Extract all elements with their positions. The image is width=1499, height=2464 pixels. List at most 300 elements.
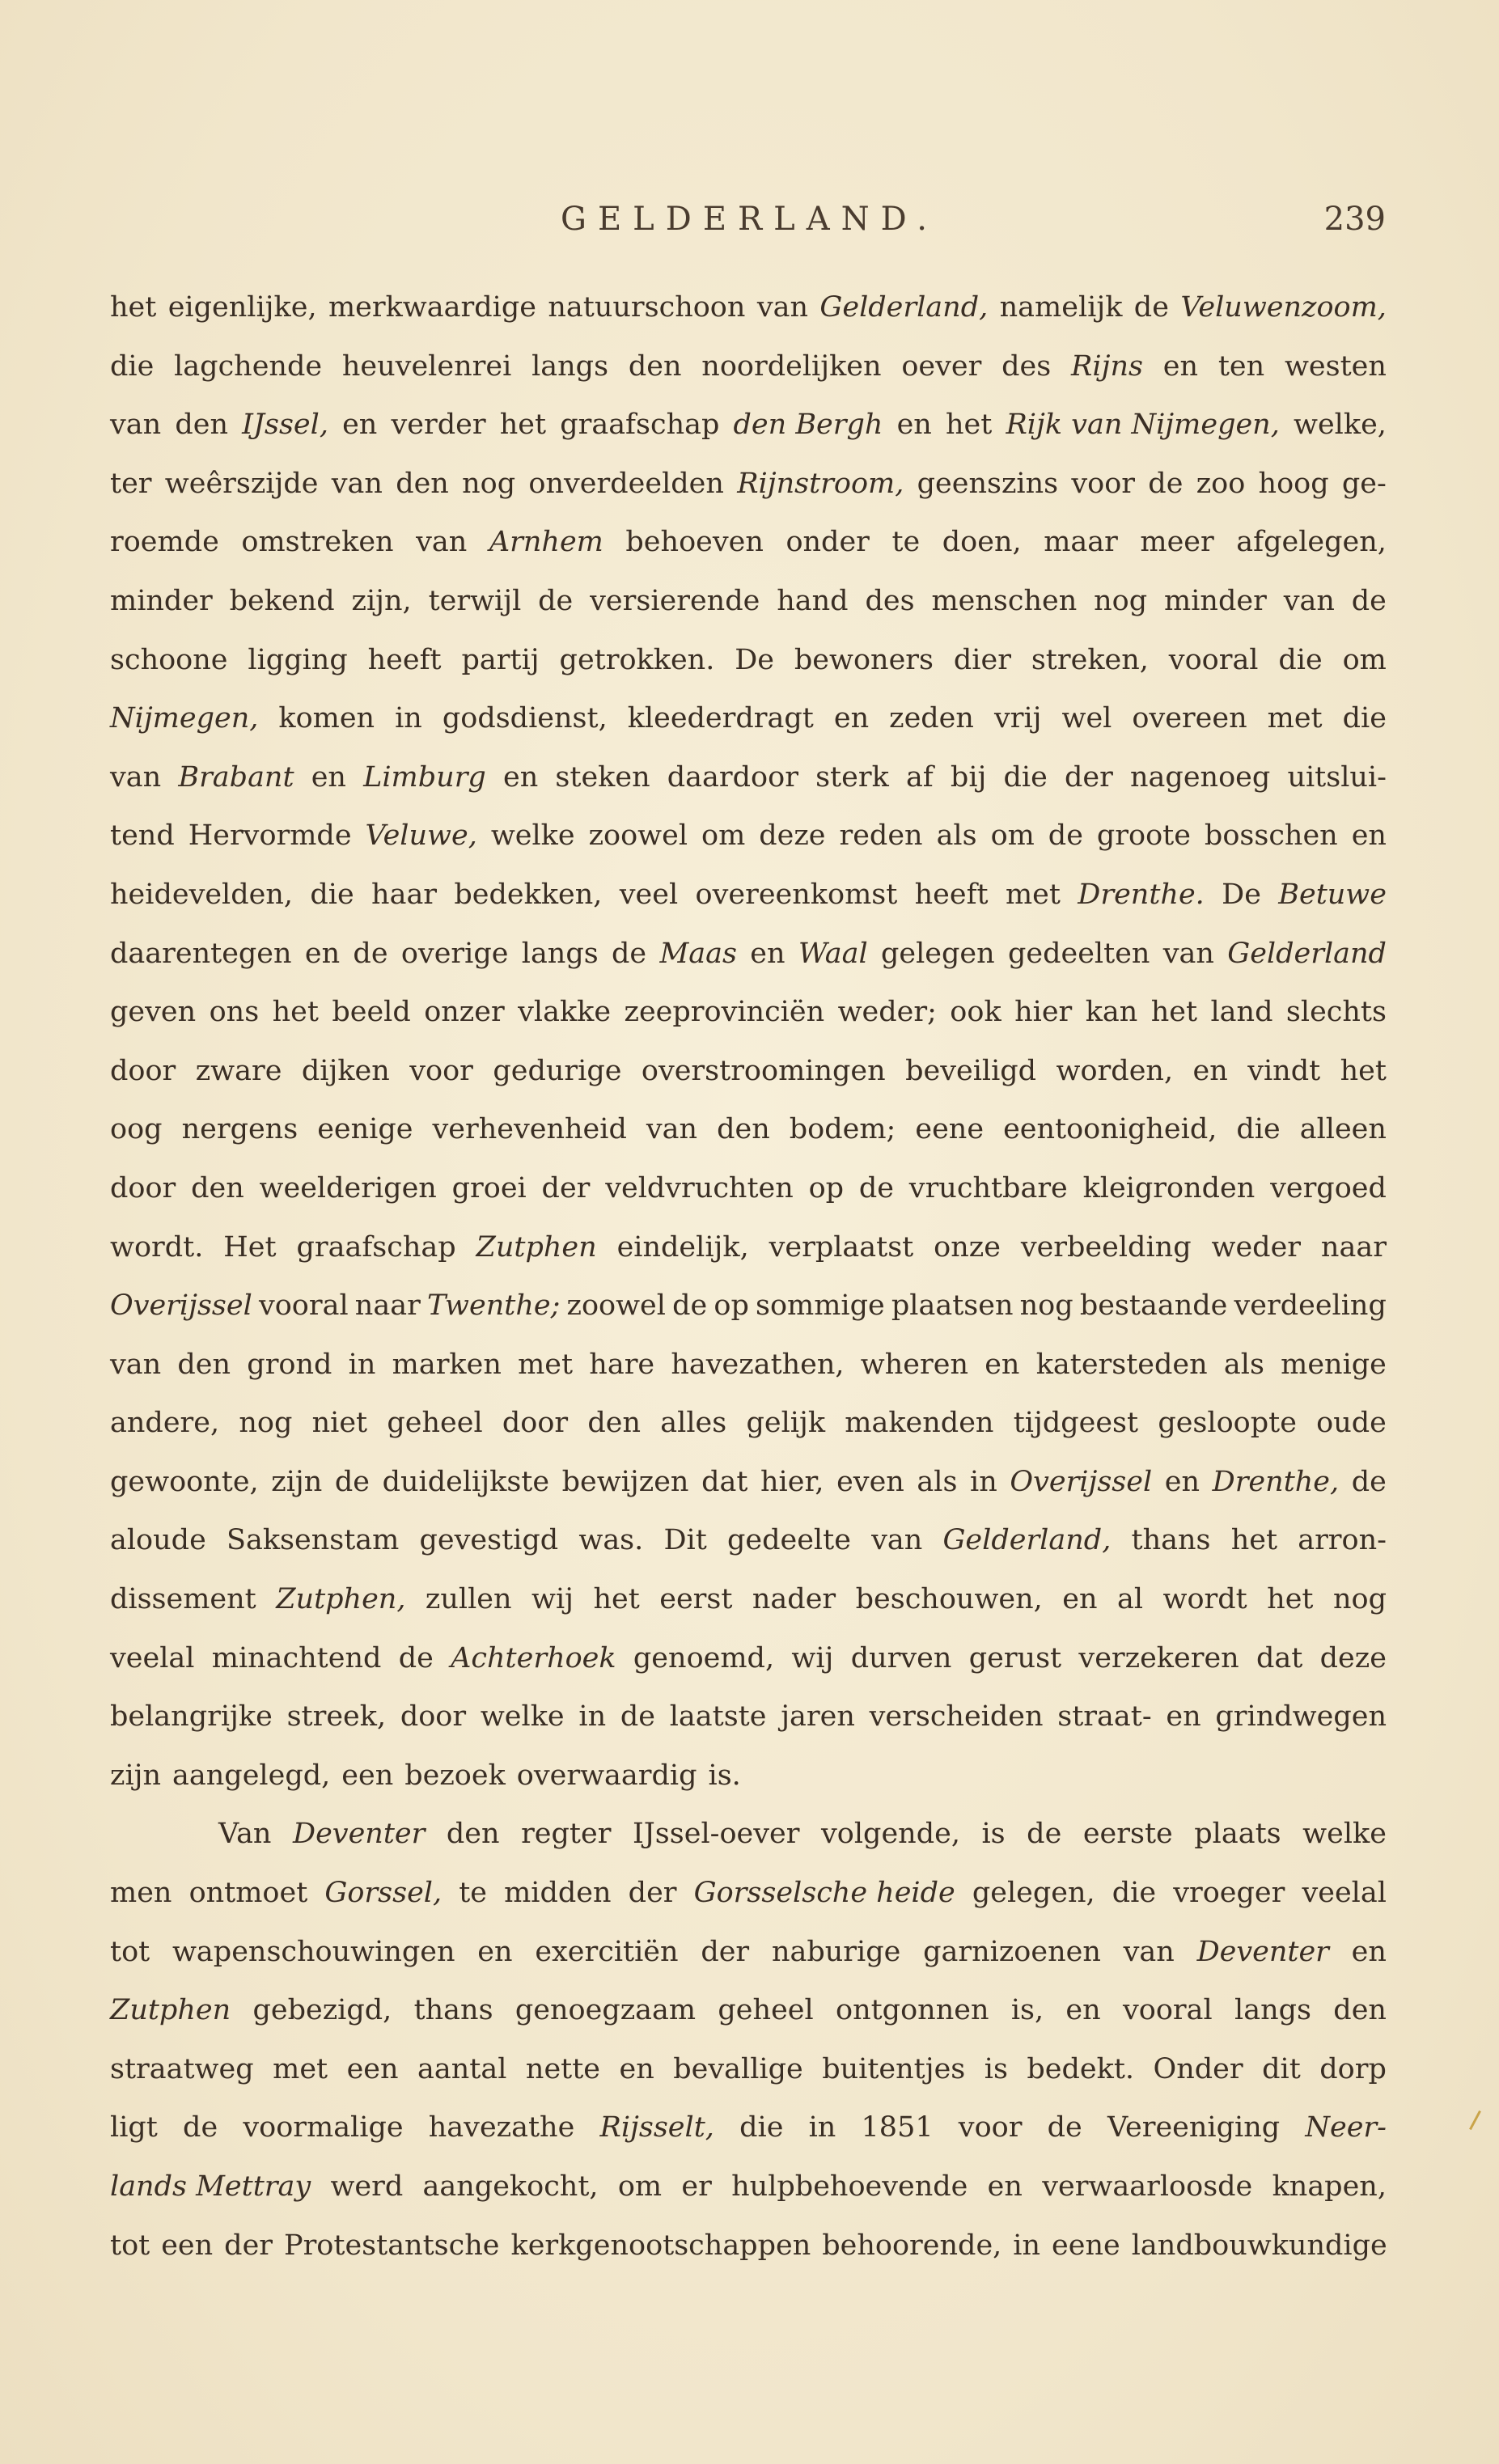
word: zijn,: [351, 584, 412, 617]
word: dat: [701, 1465, 748, 1498]
word: tot: [110, 1935, 150, 1968]
word: en: [311, 760, 346, 794]
word: arron-: [1298, 1524, 1387, 1557]
word: reden: [839, 819, 923, 853]
word: minachtend: [211, 1641, 382, 1674]
text-line: [110, 2111, 1387, 2170]
word: voor: [958, 2111, 1023, 2144]
word: en: [1065, 1994, 1101, 2027]
italic-word: Drenthe.: [1078, 878, 1205, 911]
word: onzer: [424, 996, 505, 1029]
word: overige: [400, 937, 509, 970]
word: den: [446, 1818, 500, 1851]
italic-word: Maas: [659, 937, 737, 970]
word: langs: [521, 937, 599, 970]
word: ligging: [248, 643, 348, 676]
word: godsdienst,: [442, 702, 608, 735]
italic-word: Veluwenzoom,: [1180, 291, 1387, 324]
text-line: [110, 878, 1387, 938]
text-line: [110, 526, 1387, 585]
word: die: [1342, 702, 1387, 735]
word: weêrszijde: [164, 467, 319, 500]
italic-word: Arnhem: [489, 526, 603, 559]
word: weder;: [837, 996, 937, 1029]
word: Het: [223, 1230, 277, 1264]
word: 1851: [861, 2111, 934, 2144]
word: wij: [531, 1583, 574, 1616]
word: noordelijken: [701, 349, 882, 383]
word: is,: [1010, 1994, 1044, 2027]
word: en: [987, 2170, 1023, 2203]
word: welke,: [1294, 409, 1387, 442]
word: van: [1283, 584, 1335, 617]
word: havezathe: [428, 2111, 575, 2144]
word: maar: [1044, 526, 1118, 559]
word: aantal: [417, 2052, 507, 2085]
word: beeld: [332, 996, 411, 1029]
word: Onder: [1153, 2052, 1243, 2085]
word: wheren: [860, 1348, 968, 1381]
italic-word: Betuwe: [1278, 878, 1387, 911]
word: gerust: [968, 1641, 1062, 1674]
word: in: [578, 1700, 607, 1734]
word: partij: [461, 643, 540, 676]
word: onverdeelden: [528, 467, 724, 500]
word: zeeprovinciën: [624, 996, 825, 1029]
word: komen: [278, 702, 375, 735]
word: beveiligd: [905, 1054, 1037, 1087]
word: met: [1267, 702, 1323, 735]
word: al: [1116, 1583, 1144, 1616]
word: overwaardig: [516, 1759, 697, 1792]
body-text: [110, 291, 1387, 2288]
word: en: [1351, 1935, 1387, 1968]
word: den: [587, 1407, 642, 1440]
word: eene: [915, 1113, 985, 1146]
word: in: [348, 1348, 376, 1381]
word: het: [110, 291, 157, 324]
word: getrokken.: [559, 643, 715, 676]
word: hier,: [760, 1465, 824, 1498]
word: het: [593, 1583, 640, 1616]
word: lagchende: [174, 349, 323, 383]
word: kan: [1085, 996, 1138, 1029]
word: die: [1236, 1113, 1281, 1146]
text-line: [110, 409, 1387, 468]
word: van: [110, 1348, 162, 1381]
word: en: [477, 1935, 513, 1968]
word: door: [502, 1407, 569, 1440]
word: als: [1223, 1348, 1264, 1381]
word: schoone: [110, 643, 228, 676]
word: sterk: [815, 760, 889, 794]
word: des: [865, 584, 915, 617]
word: den: [717, 1113, 770, 1146]
word: vooral: [1122, 1994, 1213, 2027]
word: verbeelding: [1020, 1230, 1192, 1264]
word: zeden: [889, 702, 974, 735]
word: deze: [1319, 1641, 1387, 1674]
italic-word: Rijk van Nijmegen,: [1006, 409, 1280, 442]
text-line: [110, 1348, 1387, 1408]
word: gelijk: [746, 1407, 826, 1440]
word: dissement: [110, 1583, 256, 1616]
word: die: [110, 349, 155, 383]
word: westen: [1284, 349, 1387, 383]
word: kleederdragt: [627, 702, 814, 735]
italic-word: Rijns: [1071, 349, 1143, 383]
text-line: [110, 1055, 1387, 1114]
word: die: [739, 2111, 784, 2144]
word: en: [985, 1348, 1020, 1381]
word: zoo: [1196, 467, 1246, 500]
italic-word: Deventer: [293, 1818, 426, 1851]
page-number: 239: [1323, 201, 1386, 238]
italic-word: Rijnstroom,: [737, 467, 904, 500]
word: en: [619, 2052, 654, 2085]
word: eindelijk,: [616, 1230, 749, 1264]
word: ge-: [1341, 467, 1387, 500]
word: daardoor: [667, 760, 798, 794]
word: is: [984, 2052, 1008, 2085]
text-line: [110, 761, 1387, 820]
word: garnizoenen: [923, 1935, 1101, 1968]
word: hand: [777, 584, 849, 617]
word: verder: [391, 409, 486, 442]
text-line: [110, 1877, 1387, 1936]
word: aloude: [110, 1524, 206, 1557]
word: land: [1210, 996, 1273, 1029]
word: wordt.: [110, 1230, 204, 1264]
word: aangelegd,: [172, 1759, 331, 1792]
word: alles: [660, 1407, 727, 1440]
word: met: [518, 1348, 574, 1381]
word: nette: [525, 2052, 601, 2085]
word: verplaatst: [769, 1230, 914, 1264]
word: de: [1148, 467, 1184, 500]
word: durven: [850, 1641, 952, 1674]
italic-word: Overijssel: [1010, 1465, 1153, 1498]
word: voor: [409, 1054, 473, 1087]
word: nog: [1019, 1289, 1073, 1323]
word: belangrijke: [110, 1700, 273, 1734]
text-line: [110, 1289, 1387, 1348]
word: genoemd,: [633, 1641, 775, 1674]
word: streek,: [286, 1700, 387, 1734]
word: welke: [1302, 1818, 1387, 1851]
word: werd: [330, 2170, 404, 2203]
word: gevestigd: [419, 1524, 559, 1557]
text-line: [110, 1936, 1387, 1995]
word: bekend: [229, 584, 335, 617]
word: ontgonnen: [836, 1994, 989, 2027]
word: de: [1133, 291, 1169, 324]
word: en: [750, 937, 785, 970]
word: worden,: [1056, 1054, 1174, 1087]
word: gelegen: [881, 937, 995, 970]
word: verhevenheid: [432, 1113, 627, 1146]
italic-word: Zutphen: [110, 1994, 231, 2027]
word: en: [503, 760, 539, 794]
word: het: [945, 409, 993, 442]
word: makenden: [845, 1407, 994, 1440]
word: de: [1351, 584, 1387, 617]
word: hulpbehoevende: [731, 2170, 968, 2203]
word: eerste: [1082, 1818, 1173, 1851]
word: hoog: [1258, 467, 1329, 500]
word: gedeelte: [726, 1524, 851, 1557]
word: veelal: [1302, 1877, 1387, 1910]
italic-word: Gelderland: [1227, 937, 1387, 970]
word: voormalige: [243, 2111, 404, 2144]
word: zoowel: [588, 819, 688, 853]
word: der: [1065, 760, 1113, 794]
italic-word: Twenthe;: [426, 1289, 561, 1323]
word: die: [1003, 760, 1048, 794]
margin-mark: [1469, 2110, 1481, 2130]
word: naburige: [771, 1935, 901, 1968]
word: die: [310, 878, 354, 911]
word: wapenschouwingen: [171, 1935, 455, 1968]
word: van: [756, 291, 808, 324]
word: de: [1351, 1465, 1387, 1498]
word: buitentjes: [822, 2052, 966, 2085]
word: slechts: [1285, 996, 1387, 1029]
word: wel: [1061, 702, 1112, 735]
word: geenszins: [917, 467, 1059, 500]
word: thans: [413, 1994, 493, 2027]
word: sommige: [756, 1289, 885, 1323]
word: naar: [354, 1289, 421, 1323]
word: Saksenstam: [226, 1524, 400, 1557]
word: hare: [589, 1348, 655, 1381]
word: bedekken,: [454, 878, 603, 911]
text-line: [110, 468, 1387, 527]
word: kerkgenootschappen: [510, 2229, 811, 2262]
word: nog: [239, 1407, 293, 1440]
word: overstroomingen: [641, 1054, 886, 1087]
word: de: [672, 1289, 708, 1323]
word: plaats: [1194, 1818, 1281, 1851]
word: bestaande: [1079, 1289, 1228, 1323]
word: oog: [110, 1113, 163, 1146]
word: op: [808, 1171, 845, 1204]
text-line: [110, 938, 1387, 997]
word: van: [416, 526, 468, 559]
word: den: [191, 1171, 244, 1204]
word: af: [905, 760, 934, 794]
text-line: [110, 644, 1387, 703]
word: als: [936, 819, 977, 853]
word: eenige: [317, 1113, 413, 1146]
word: den: [177, 1348, 231, 1381]
italic-word: Gorssel,: [324, 1877, 443, 1910]
word: den: [396, 467, 449, 500]
word: straatweg: [110, 2052, 254, 2085]
word: zullen: [425, 1583, 512, 1616]
word: het: [272, 996, 319, 1029]
word: en: [1351, 819, 1387, 853]
word: gebezigd,: [252, 1994, 392, 2027]
word: men: [110, 1877, 172, 1910]
word: Protestantsche: [284, 2229, 500, 2262]
word: weelderigen: [259, 1171, 437, 1204]
word: niet: [311, 1407, 368, 1440]
word: in: [970, 1465, 997, 1498]
word: die: [1112, 1877, 1157, 1910]
word: even: [836, 1465, 904, 1498]
word: dorp: [1319, 2052, 1387, 2085]
word: dat: [1256, 1641, 1303, 1674]
word: en: [896, 409, 932, 442]
word: eerst: [659, 1583, 733, 1616]
word: te: [891, 526, 921, 559]
word: de: [398, 1641, 434, 1674]
italic-word: Neer-: [1305, 2111, 1387, 2144]
word: overeenkomst: [695, 878, 898, 911]
word: wij: [791, 1641, 834, 1674]
word: IJssel-oever: [632, 1818, 800, 1851]
word: steken: [555, 760, 650, 794]
word: dijken: [301, 1054, 390, 1087]
italic-word: Nijmegen,: [110, 702, 259, 735]
word: andere,: [110, 1407, 220, 1440]
word: vruchtbare: [908, 1171, 1068, 1204]
word: voor: [1071, 467, 1136, 500]
word: is: [981, 1818, 1006, 1851]
word: afgelegen,: [1236, 526, 1387, 559]
word: der: [224, 2229, 273, 2262]
text-line: [110, 1642, 1387, 1701]
word: zijn: [271, 1465, 323, 1498]
word: natuurschoon: [548, 291, 746, 324]
word: de: [612, 937, 647, 970]
word: oude: [1316, 1407, 1387, 1440]
word: een: [161, 2229, 214, 2262]
word: heidevelden,: [110, 878, 294, 911]
italic-word: Zutphen: [476, 1230, 597, 1264]
word: nog: [1094, 584, 1148, 617]
word: naar: [1320, 1230, 1387, 1264]
word: om: [617, 2170, 663, 2203]
word: uitslui-: [1287, 760, 1387, 794]
word: van: [110, 760, 162, 794]
text-line: [110, 1759, 1387, 1818]
word: aangekocht,: [422, 2170, 599, 2203]
word: de: [353, 937, 388, 970]
word: dit: [1262, 2052, 1301, 2085]
word: grond: [247, 1348, 332, 1381]
word: Dit: [663, 1524, 707, 1557]
word: tot: [110, 2229, 150, 2262]
word: vlakke: [518, 996, 612, 1029]
word: verscheiden: [869, 1700, 1044, 1734]
word: in: [395, 702, 422, 735]
word: midden: [504, 1877, 612, 1910]
word: volgende,: [821, 1818, 960, 1851]
word: behoeven: [625, 526, 764, 559]
word: landbouwkundige: [1131, 2229, 1387, 2262]
word: op: [714, 1289, 749, 1323]
word: beschouwen,: [855, 1583, 1043, 1616]
word: door: [110, 1054, 176, 1087]
word: ons: [209, 996, 260, 1029]
word: roemde: [110, 526, 219, 559]
word: den: [175, 409, 228, 442]
word: het: [499, 409, 547, 442]
word: knapen,: [1272, 2170, 1387, 2203]
word: Van: [218, 1818, 272, 1851]
word: was.: [578, 1524, 644, 1557]
word: met: [273, 2052, 328, 2085]
word: onder: [785, 526, 870, 559]
text-line: [110, 1466, 1387, 1525]
word: bodem;: [789, 1113, 896, 1146]
italic-word: Gorsselsche heide: [693, 1877, 955, 1910]
text-line: [110, 702, 1387, 761]
text-line: [110, 2170, 1387, 2229]
word: kleigronden: [1082, 1171, 1256, 1204]
word: om: [990, 819, 1035, 853]
word: van: [1162, 937, 1214, 970]
word: langs: [1234, 1994, 1311, 2027]
word: merkwaardige: [328, 291, 536, 324]
word: welke: [490, 819, 575, 853]
word: ontmoet: [188, 1877, 308, 1910]
word: geheel: [387, 1407, 483, 1440]
word: en: [1166, 1700, 1201, 1734]
word: de: [538, 584, 574, 617]
word: menige: [1281, 1348, 1387, 1381]
word: en: [1162, 349, 1199, 383]
word: tijdgeest: [1013, 1407, 1139, 1440]
word: het: [1267, 1583, 1314, 1616]
word: minder: [1164, 584, 1267, 617]
word: duidelijkste: [382, 1465, 550, 1498]
italic-word: Rijsselt,: [599, 2111, 714, 2144]
word: bezoek: [404, 1759, 506, 1792]
word: De: [1222, 878, 1261, 911]
italic-word: lands Mettray: [110, 2170, 311, 2203]
italic-word: Zutphen,: [276, 1583, 406, 1616]
word: door: [400, 1700, 467, 1734]
word: eene: [1052, 2229, 1120, 2262]
text-line: [110, 1172, 1387, 1231]
italic-word: Limburg: [363, 760, 486, 794]
word: gedeelten: [1007, 937, 1150, 970]
word: in: [1013, 2229, 1041, 2262]
word: van: [331, 467, 383, 500]
running-title: GELDERLAND.: [561, 201, 938, 238]
word: weder: [1211, 1230, 1302, 1264]
word: De: [735, 643, 775, 676]
word: de: [183, 2111, 218, 2144]
italic-word: Achterhoek: [451, 1641, 616, 1674]
word: ten: [1217, 349, 1265, 383]
word: groote: [1096, 819, 1191, 853]
word: de: [858, 1171, 894, 1204]
italic-word: Veluwe,: [365, 819, 477, 853]
word: thans: [1131, 1524, 1211, 1557]
word: zware: [195, 1054, 282, 1087]
text-line: [110, 1818, 1387, 1877]
word: en: [1192, 1054, 1228, 1087]
word: bewoners: [794, 643, 934, 676]
text-line: [110, 1994, 1387, 2053]
word: tend: [110, 819, 175, 853]
word: nog: [1332, 1583, 1387, 1616]
word: wordt: [1162, 1583, 1247, 1616]
